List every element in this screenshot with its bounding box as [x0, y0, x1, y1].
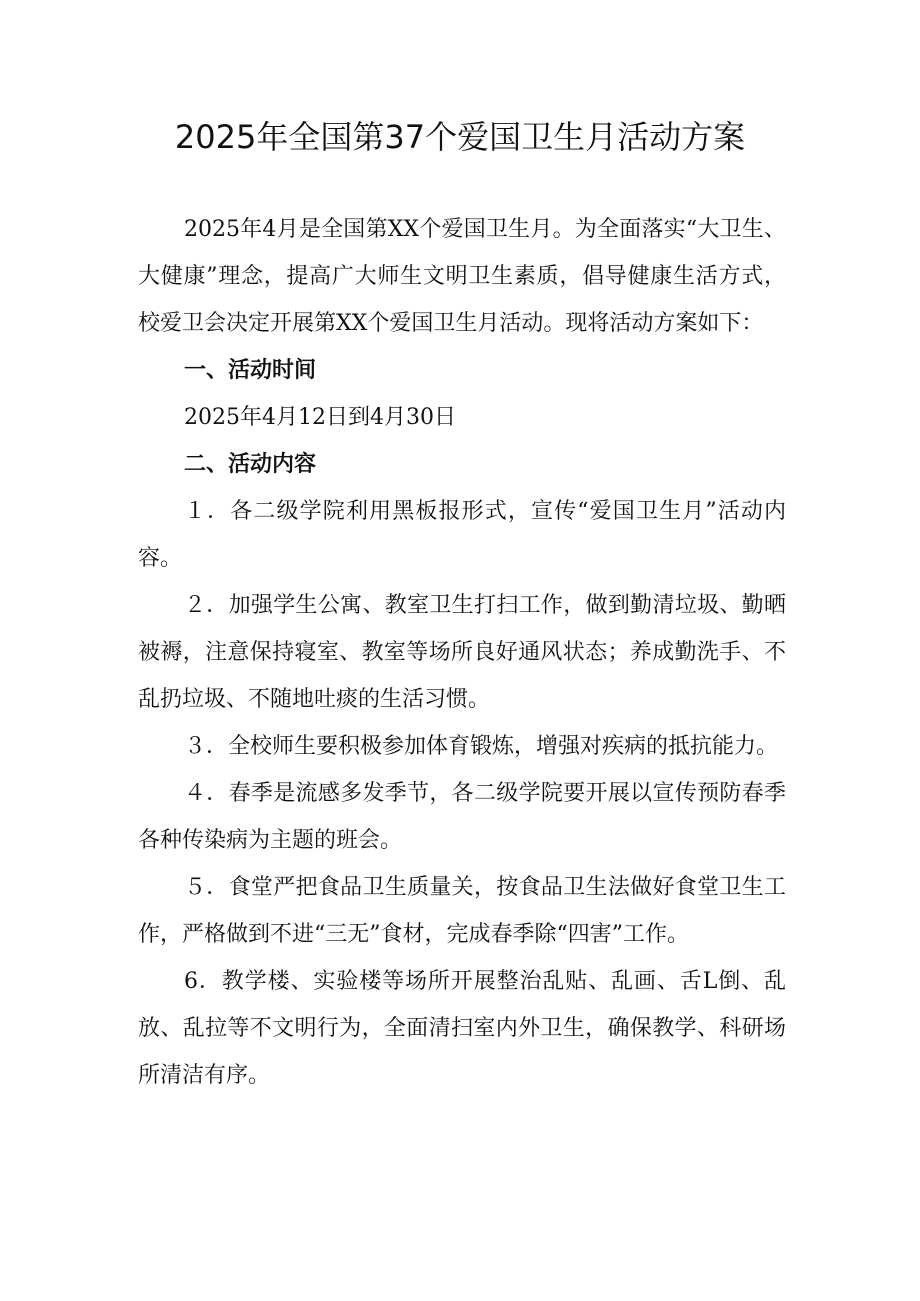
- content-item-2: ２．加强学生公寓、教室卫生打扫工作，做到勤清垃圾、勤晒被褥，注意保持寝室、教室等场所良好通风状态；养成勤洗手、不乱扔垃圾、不随地吐痰的生活习惯。: [138, 593, 786, 712]
- document-body: [138, 206, 786, 1099]
- content-item-6: 6．教学楼、实验楼等场所开展整治乱贴、乱画、舌L倒、乱放、乱拉等不文明行为，全面清扫室内外卫生，确保教学、科研场所清洁有序。: [138, 969, 786, 1088]
- content-item-5: ５．食堂严把食品卫生质量关，按食品卫生法做好食堂卫生工作，严格做到不进“三无”食材，完成春季除“四害”工作。: [138, 875, 786, 947]
- intro-paragraph: 2025年4月是全国第XX个爱国卫生月。为全面落实“大卫生、大健康”理念，提高广大师生文明卫生素质，倡导健康生活方式，校爱卫会决定开展第XX个爱国卫生月活动。现将活动方案如下：: [138, 217, 786, 336]
- content-item-1: １．各二级学院利用黑板报形式，宣传“爱国卫生月”活动内容。: [138, 499, 786, 571]
- document-title: 2025年全国第37个爱国卫生月活动方案: [174, 118, 746, 156]
- content-item-4: ４．春季是流感多发季节，各二级学院要开展以宣传预防春季各种传染病为主题的班会。: [138, 781, 786, 853]
- section-heading-content: 二、活动内容: [184, 452, 317, 477]
- section-heading-time: 一、活动时间: [184, 358, 317, 383]
- activity-time-paragraph: 2025年4月12日到4月30日: [184, 405, 456, 430]
- content-item-3: ３．全校师生要积极参加体育锻炼，增强对疾病的抵抗能力。: [184, 734, 779, 759]
